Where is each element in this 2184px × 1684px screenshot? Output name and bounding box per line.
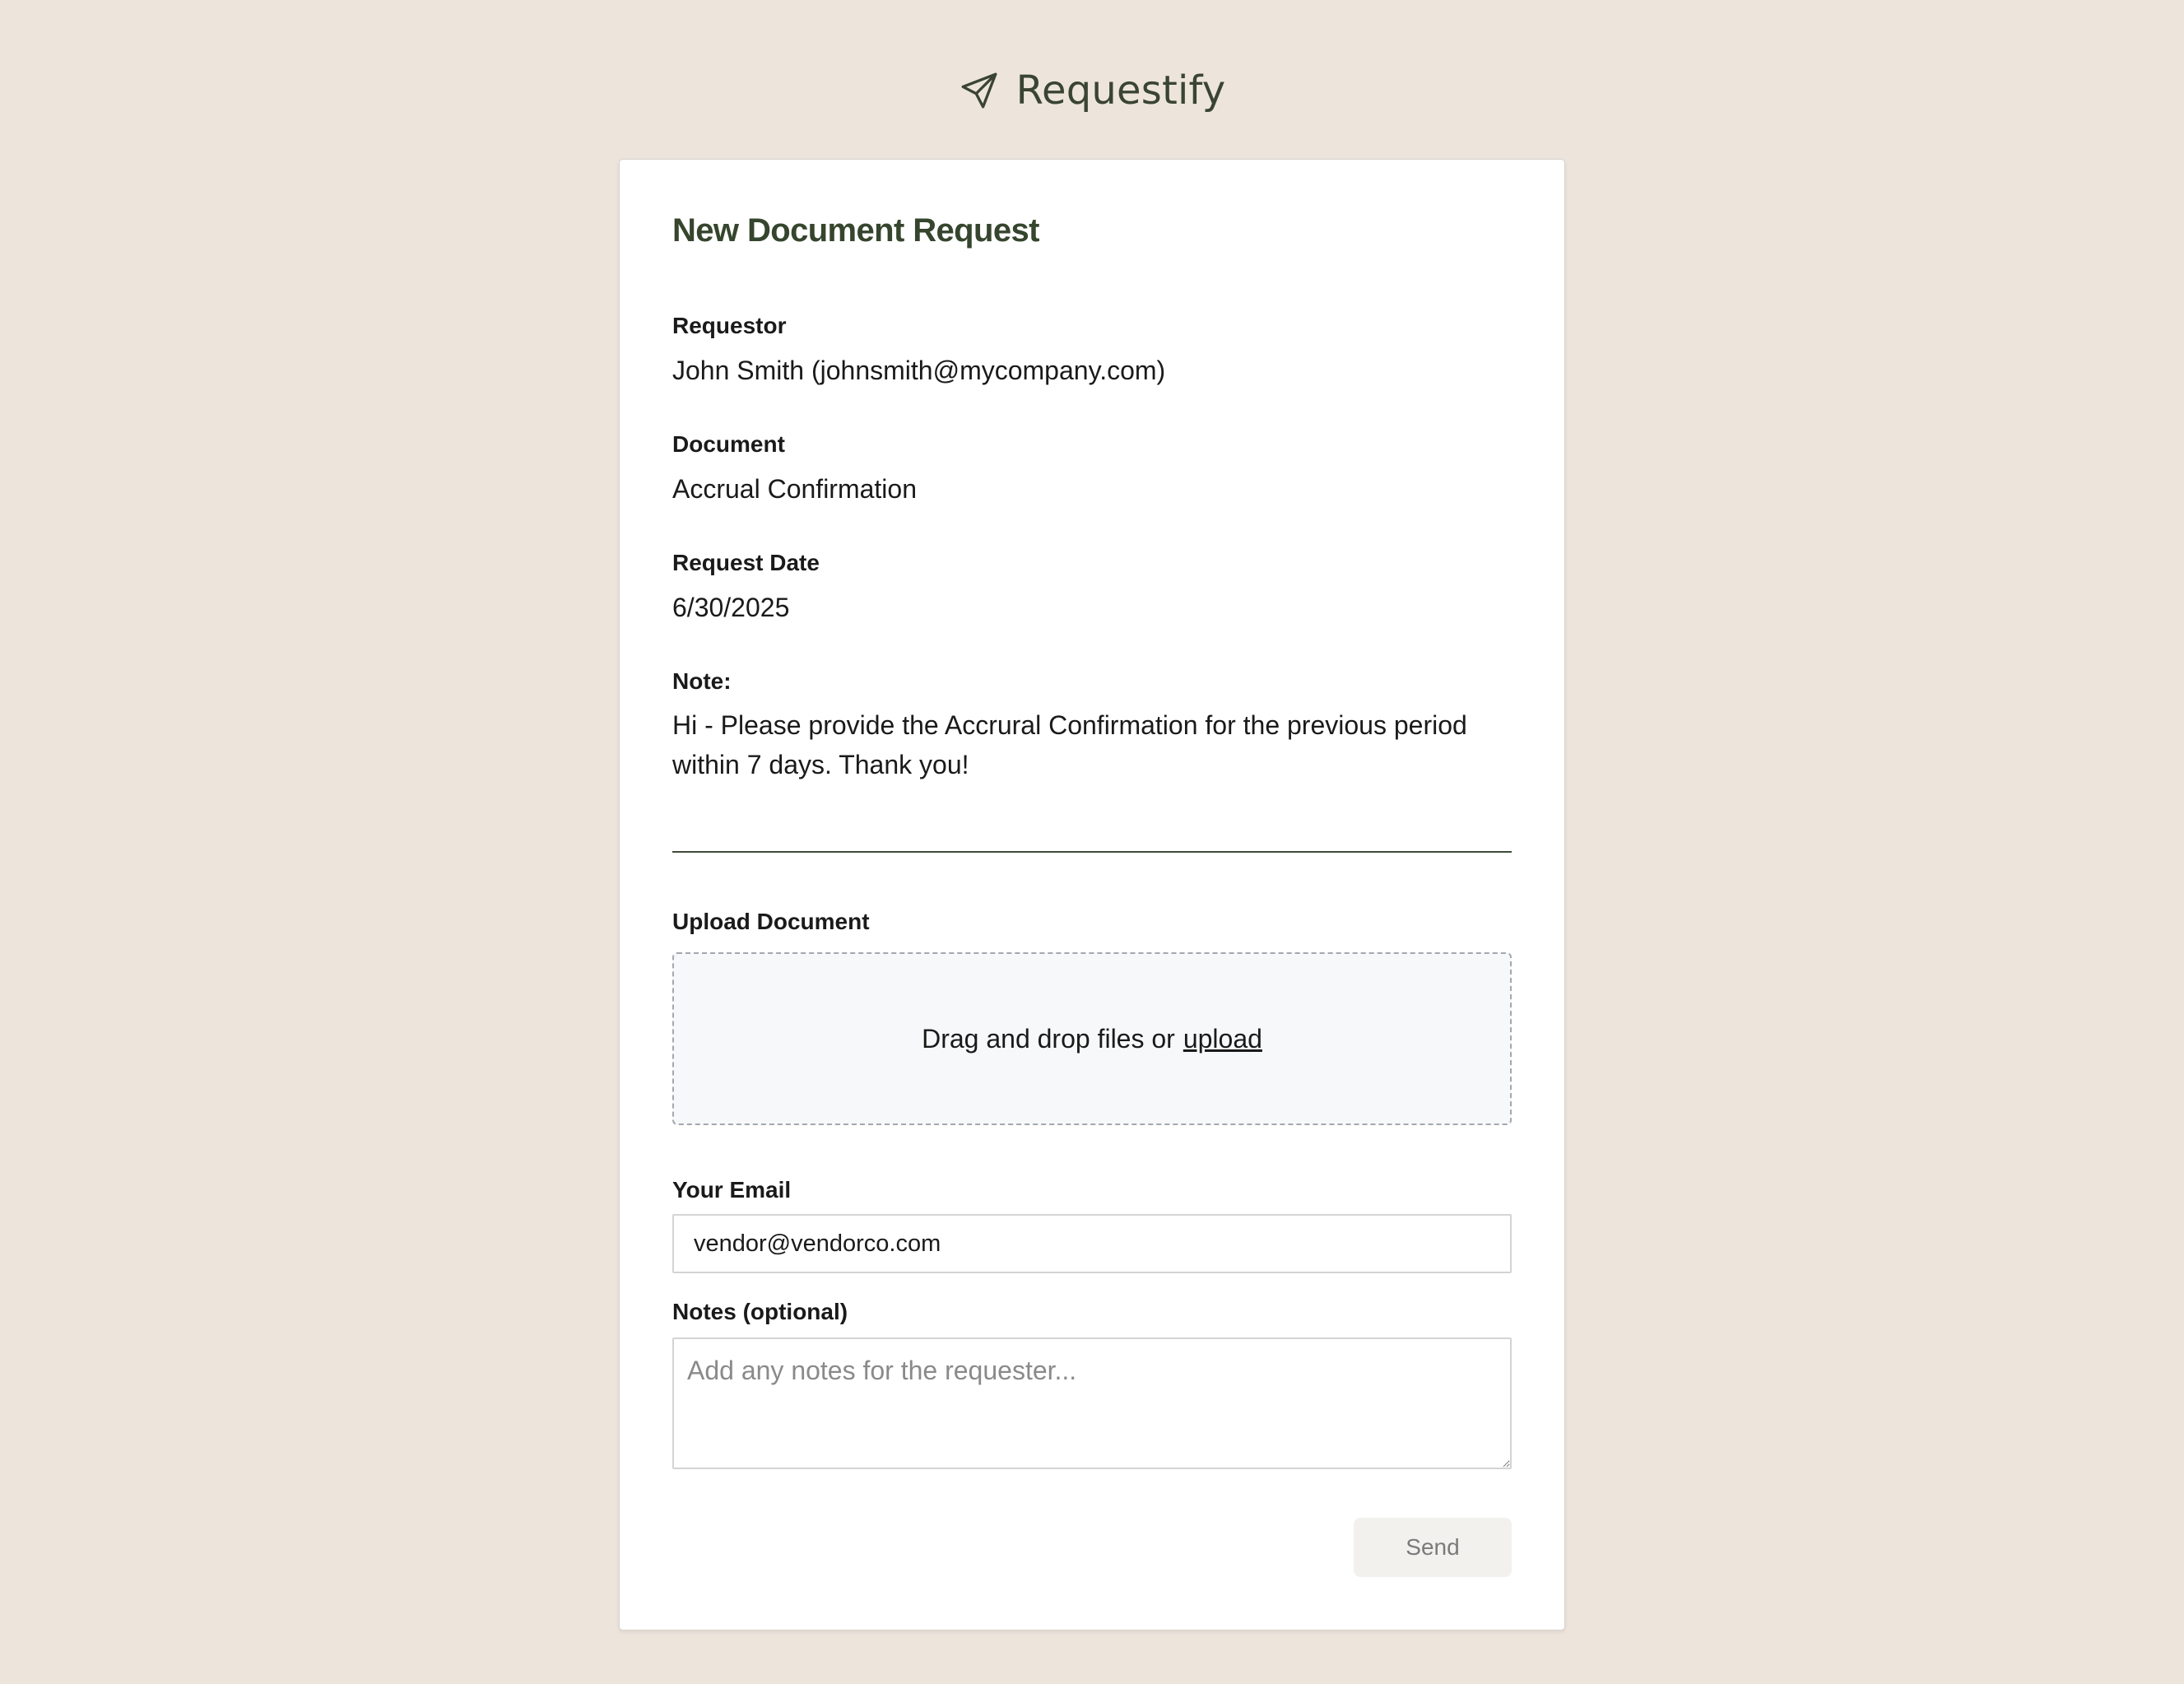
document-value: Accrual Confirmation — [672, 474, 917, 504]
document-label: Document — [672, 431, 785, 457]
notes-textarea[interactable] — [672, 1337, 1512, 1469]
send-button[interactable]: Send — [1354, 1518, 1512, 1577]
request-date-value: 6/30/2025 — [672, 593, 790, 622]
upload-link[interactable]: upload — [1183, 1023, 1262, 1054]
section-divider — [672, 851, 1512, 853]
upload-label: Upload Document — [672, 909, 870, 934]
paper-plane-icon — [959, 70, 1000, 111]
request-date-label: Request Date — [672, 550, 820, 575]
dropzone-text: Drag and drop files or — [922, 1023, 1175, 1054]
brand-name: Requestify — [1015, 67, 1226, 114]
note-text: Hi - Please provide the Accrural Confirmation for the previous period within 7 days. Thank you! — [672, 710, 1467, 779]
requestor-label: Requestor — [672, 313, 787, 338]
email-field[interactable] — [672, 1214, 1512, 1273]
brand-header — [0, 67, 2184, 114]
requestor-value: John Smith (johnsmith@mycompany.com) — [672, 356, 1166, 385]
notes-label: Notes (optional) — [672, 1299, 848, 1324]
page-title: New Document Request — [672, 212, 1039, 249]
upload-dropzone[interactable] — [672, 952, 1512, 1125]
note-label: Note: — [672, 668, 732, 694]
email-label: Your Email — [672, 1177, 792, 1203]
request-card — [619, 159, 1565, 1631]
